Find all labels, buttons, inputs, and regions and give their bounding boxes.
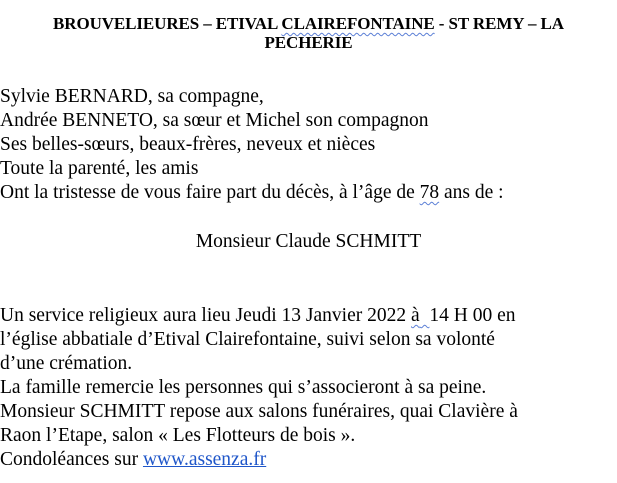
condolences-link[interactable]: www.assenza.fr: [142, 449, 267, 470]
heading-part1: BROUVELIEURES – ETIVAL: [53, 14, 282, 33]
announcement-after: ans de :: [439, 182, 504, 203]
heading-line2: PECHERIE: [264, 33, 353, 52]
condolences-label: Condoléances sur: [0, 449, 143, 470]
family-line-4: Toute la parenté, les amis: [0, 158, 199, 179]
service-l1-hour: 14: [429, 305, 449, 326]
obituary-heading: [0, 14, 617, 52]
announcement-age: 78: [419, 182, 440, 203]
heading-part3: - ST REMY – LA: [434, 14, 564, 33]
service-line-2: l’église abbatiale d’Etival Clairefontaine, suivi selon sa volonté: [0, 329, 495, 350]
service-line-6: Raon l’Etape, salon « Les Flotteurs de bois ».: [0, 425, 356, 446]
announcement-before: Ont la tristesse de vous faire part du décès, à l’âge de: [0, 182, 420, 203]
announcement-line: [0, 182, 504, 204]
service-line-1: [0, 305, 516, 327]
heading-part2: CLAIREFONTAINE: [281, 14, 435, 33]
service-line-3: d’une crémation.: [0, 353, 133, 374]
service-line-5: Monsieur SCHMITT repose aux salons funéraires, quai Clavière à: [0, 401, 518, 422]
condolences-line: [0, 449, 266, 471]
service-l1-before: Un service religieux aura lieu Jeudi 13 Janvier 2022: [0, 305, 411, 326]
family-line-1: Sylvie BERNARD, sa compagne,: [0, 86, 264, 107]
service-l1-at: à: [411, 305, 420, 326]
service-l1-after: H 00 en: [448, 305, 516, 326]
family-line-2: Andrée BENNETO, sa sœur et Michel son compagnon: [0, 110, 429, 131]
deceased-name: Monsieur Claude SCHMITT: [195, 231, 422, 252]
service-line-4: La famille remercie les personnes qui s’associeront à sa peine.: [0, 377, 487, 398]
family-line-3: Ses belles-sœurs, beaux-frères, neveux et nièces: [0, 134, 376, 155]
